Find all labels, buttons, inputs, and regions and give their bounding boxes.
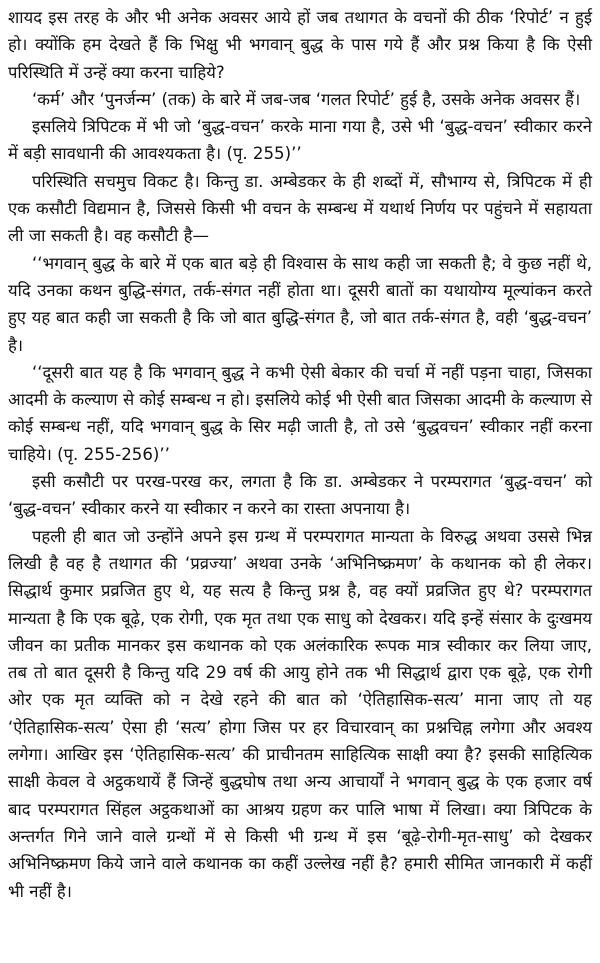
paragraph-6: पहली ही बात जो उन्होंने अपने इस ग्रन्थ में परम्परागत मान्यता के विरुद्ध अथवा उससे भिन्न लिखी है वह है तथागत की ‘प्रव्रज्या’ अथवा उनके ‘अभिनिष्क्रमण’ के कथानक को ही लेकर। सिद्धार्थ कुमार प्रव्रजित हुए थे, यह सत्य है किन्तु प्रश्न है, वह क्यों प्रव्रजित हुए थे? परम्परागत मान्यता है कि एक बूढ़े, एक रोगी, एक मृत तथा एक साधु को देखकर। यदि इन्हें संसार के दुःखमय जीवन का प्रतीक मानकर इस कथानक को एक अलंकारिक रूपक मात्र स्वीकार कर लिया जाए, तब तो बात दूसरी है किन्तु यदि 29 वर्ष की आयु होने तक भी सिद्धार्थ द्वारा एक बूढ़े, एक रोगी ओर एक मृत व्यक्ति को न देखे रहने की बात को ‘ऐतिहासिक-सत्य’ माना जाए तो यह ‘ऐतिहासिक-सत्य’ ऐसा ही ‘सत्य’ होगा जिस पर हर विचारवान् का प्रश्नचिह्न लगेगा और अवश्य लगेगा। आखिर इस ‘ऐतिहासिक-सत्य’ की प्राचीनतम साहित्यिक साक्षी क्या है? इसकी साहित्यिक साक्षी केवल वे अट्ठकथायें हैं जिन्हें बुद्धघोष तथा अन्य आचार्यों ने भगवान् बुद्ध के एक हजार वर्ष बाद परम्परागत सिंहल अट्ठकथाओं का आश्रय ग्रहण कर पालि भाषा में लिखा। क्या त्रिपिटक के अन्तर्गत गिने जाने वाले ग्रन्थों में से किसी भी ग्रन्थ में इस ‘बूढ़े-रोगी-मृत-साधु’ को देखकर अभिनिष्क्रमण किये जाने वाले कथानक का कहीं उल्लेख नहीं है? हमारी सीमित जानकारी में कहीं भी नहीं है। — [8, 526, 592, 901]
paragraph-2: ‘कर्म’ और ‘पुनर्जन्म’ (तक) के बारे में जब-जब ‘गलत रिपोर्ट’ हुई है, उसके अनेक अवसर हैं। — [32, 89, 581, 109]
quote-paragraph-2: ‘‘दूसरी बात यह है कि भगवान् बुद्ध ने कभी ऐसी बेकार की चर्चा में नहीं पड़ना चाहा, जिसका आदमी के कल्याण से कोई सम्बन्ध न हो। इसलिये कोई भी ऐसी बात जिसका आदमी के कल्याण से कोई सम्बन्ध नहीं, यदि भगवान् बुद्ध के सिर मढ़ी जाती है, तो उसे ‘बुद्धवचन’ स्वीकार नहीं करना चाहिये। (पृ. 255-256)’’ — [8, 362, 592, 464]
quote-paragraph-1: ‘‘भगवान् बुद्ध के बारे में एक बात बड़े ही विश्वास के साथ कही जा सकती है; वे कुछ नहीं थे, यदि उनका कथन बुद्धि-संगत, तर्क-संगत नहीं होता था। दूसरी बातों का यथायोग्य मूल्यांकन करते हुए यह बात कही जा सकती है कि जो बात बुद्धि-संगत है, जो बात तर्क-संगत है, वही ‘बुद्ध-वचन’ है। — [8, 253, 592, 355]
paragraph-4: परिस्थिति सचमुच विकट है। किन्तु डा. अम्बेडकर के ही शब्दों में, सौभाग्य से, त्रिपिटक में ही एक कसौटी विद्यमान है, जिससे किसी भी वचन के सम्बन्ध में यथार्थ निर्णय पर पहुंचने में सहायता ली जा सकती है। वह कसौटी है— — [8, 171, 592, 246]
paragraph-5: इसी कसौटी पर परख-परख कर, लगता है कि डा. अम्बेडकर ने परम्परागत ‘बुद्ध-वचन’ को ‘बुद्ध-वचन’ स्वीकार करने या स्वीकार न करने का रास्ता अपनाया है। — [8, 472, 592, 519]
paragraph-1: शायद इस तरह के और भी अनेक अवसर आये हों जब तथागत के वचनों की ठीक ‘रिपोर्ट’ न हुई हो। क्योंकि हम देखते हैं कि भिक्षु भी भगवान् बुद्ध के पास गये हैं और प्रश्न किया है कि ऐसी परिस्थिति में उन्हें क्या करना चाहिये? — [8, 8, 592, 82]
paragraph-3: इसलिये त्रिपिटक में भी जो ‘बुद्ध-वचन’ करके माना गया है, उसे भी ‘बुद्ध-वचन’ स्वीकार करने में बड़ी सावधानी की आवश्यकता है। (पृ. 255)’’ — [8, 117, 592, 164]
